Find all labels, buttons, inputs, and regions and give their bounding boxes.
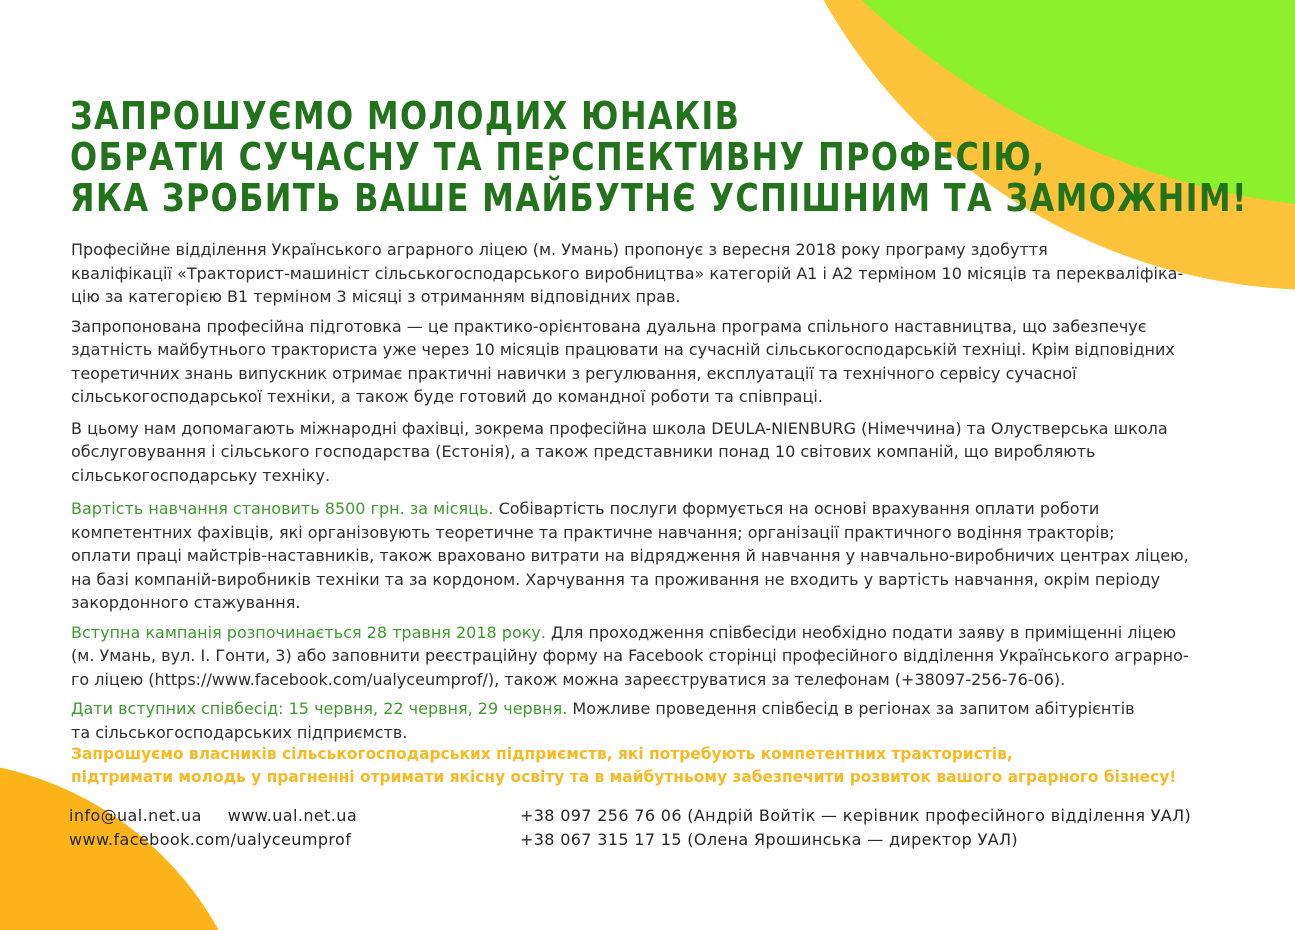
paragraph-admission xyxy=(71,621,1241,692)
text-line: на базі компаній-виробників техніки та за кордоном. Харчування та проживання не входить у вартість навчання, окрім періоду xyxy=(71,569,1161,589)
paragraph-cost xyxy=(71,497,1241,615)
dates-highlight: Дати вступних співбесід: 15 червня, 22 червня, 29 червня. xyxy=(71,699,568,718)
headline-line: ОБРАТИ СУЧАСНУ ТА ПЕРСПЕКТИВНУ ПРОФЕСІЮ, xyxy=(70,135,1046,179)
contacts-online xyxy=(69,804,357,851)
text-line: В цьому нам допомагають міжнародні фахівці, зокрема професійна школа DEULA-NIENBURG (Німеччина) та Олустверська школа xyxy=(71,418,1168,438)
appeal-line: Запрошуємо власників сільськогосподарських підприємств, які потребують компетентних трактористів, xyxy=(71,744,1013,763)
cost-highlight: Вартість навчання становить 8500 грн. за місяць. xyxy=(71,499,494,518)
text-line: оплати праці майстрів-наставників, також враховано витрати на відрядження й навчання у навчально-виробничих центрах ліцею, xyxy=(71,546,1189,565)
headline-line: ЯКА ЗРОБИТЬ ВАШЕ МАЙБУТНЄ УСПІШНИМ ТА ЗАМОЖНІМ! xyxy=(70,176,1248,220)
headline xyxy=(70,94,1248,220)
text-line: компетентних фахівців, які організовують теоретичне та практичне навчання; організації практичного водіння тракторів; xyxy=(71,522,1115,542)
email-link[interactable]: info@ual.net.ua xyxy=(69,806,202,825)
admission-highlight: Вступна кампанія розпочинається 28 травня 2018 року. xyxy=(71,622,546,642)
text-line: Професійне відділення Українського аграрного ліцею (м. Умань) пропонує з вересня 2018 року програму здобуття xyxy=(71,240,1048,259)
business-appeal xyxy=(71,742,1229,788)
text-line: цію за категорією В1 терміном 3 місяці з отриманням відповідних прав. xyxy=(71,287,681,306)
phone-contact: +38 097 256 76 06 (Андрій Войтік — керівник професійного відділення УАЛ) xyxy=(520,806,1192,825)
text-line: го ліцею (https://www.facebook.com/ualyceumprof/), також можна зареєструватися за телефонам (+38097-256-76-06). xyxy=(71,669,1066,689)
text-line: теоретичних знань випускник отримає практичні навички з регулювання, експлуатації та технічного сервісу сучасної xyxy=(71,363,1077,383)
body-text xyxy=(71,238,1241,744)
text-line: сільськогосподарської техніки, а також буде готовий до командної роботи та співпраці. xyxy=(71,387,823,406)
paragraph-program xyxy=(71,238,1241,309)
paragraph-training xyxy=(71,315,1241,409)
text-line: Запропонована професійна підготовка — це практико-орієнтована дуальна програма спільного наставництва, що забезпечує xyxy=(71,316,1147,336)
phone-contact: +38 067 315 17 15 (Олена Ярошинська — директор УАЛ) xyxy=(520,829,1018,849)
paragraph-partners xyxy=(71,417,1241,488)
text-line: обслуговування і сільського господарства (Естонія), а також представники понад 10 світових компаній, що виробляють xyxy=(71,442,1096,461)
contacts-phones xyxy=(520,804,1191,851)
text-line: кваліфікації «Тракторист-машиніст сільськогосподарського виробництва» категорій А1 і А2 терміном 10 місяців та перекваліфіка- xyxy=(71,263,1184,283)
text-line: Для проходження співбесіди необхідно подати заяву в приміщенні ліцею xyxy=(545,622,1177,642)
paragraph-interview-dates xyxy=(71,697,1241,744)
facebook-link[interactable]: www.facebook.com/ualyceumprof xyxy=(69,829,352,849)
text-line: Можливе проведення співбесід в регіонах за запитом абітурієнтів xyxy=(567,699,1135,718)
text-line: та сільськогосподарських підприємств. xyxy=(71,722,408,742)
text-line: Собівартість послуги формується на основі врахування оплати роботи xyxy=(493,499,1100,518)
website-link[interactable]: www.ual.net.ua xyxy=(227,806,358,825)
text-line: здатність майбутнього тракториста уже через 10 місяців працювати на сучасній сільськогосподарській техніці. Крім відповідних xyxy=(71,340,1175,359)
text-line: (м. Умань, вул. І. Гонти, 3) або заповнити реєстраційну форму на Facebook сторінці професійного відділення Українського аграрно- xyxy=(71,646,1189,665)
text-line: сільськогосподарську техніку. xyxy=(71,465,331,485)
text-line: закордонного стажування. xyxy=(71,593,301,612)
appeal-line: підтримати молодь у прагненні отримати якісну освіту та в майбутньому забезпечити розвиток вашого аграрного бізнесу! xyxy=(71,767,1177,786)
headline-line: ЗАПРОШУЄМО МОЛОДИХ ЮНАКІВ xyxy=(70,94,741,138)
